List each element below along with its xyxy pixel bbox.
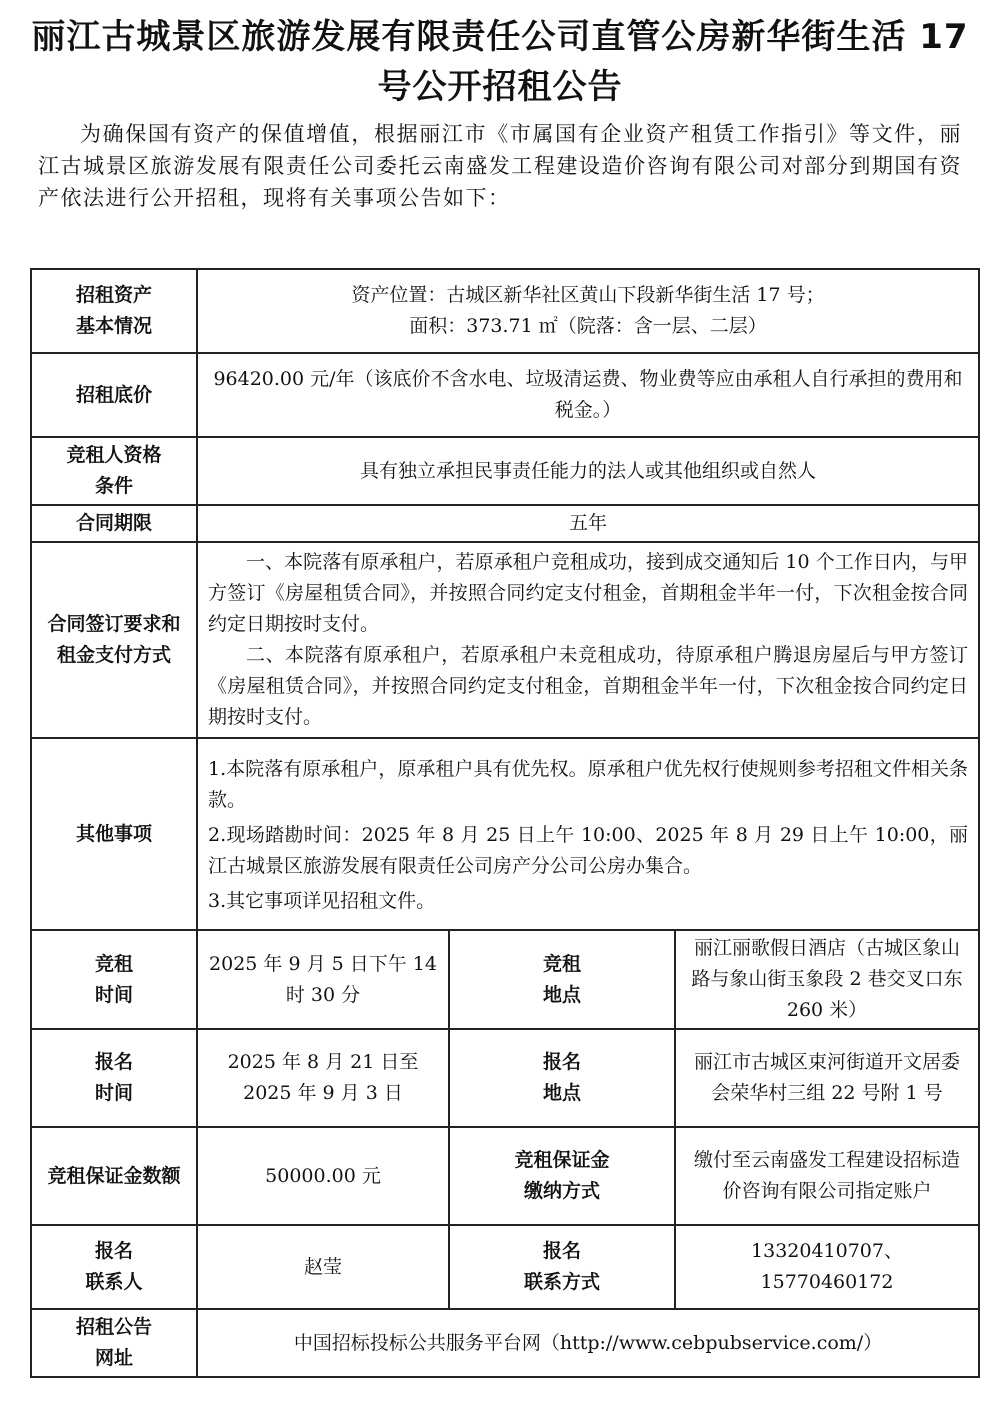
deposit-amount-label: 竞租保证金数额 bbox=[31, 1127, 197, 1225]
contact-person-value: 赵莹 bbox=[197, 1225, 449, 1309]
term-label: 合同期限 bbox=[31, 505, 197, 542]
asset-area: 面积：373.71 ㎡（院落：含一层、二层） bbox=[409, 315, 767, 337]
asset-location: 资产位置：古城区新华社区黄山下段新华街生活 17 号； bbox=[351, 284, 825, 306]
website-label: 招租公告 网址 bbox=[31, 1309, 197, 1377]
signup-place-value: 丽江市古城区束河街道开文居委会荣华村三组 22 号附 1 号 bbox=[675, 1029, 979, 1127]
table-row-website bbox=[31, 1309, 979, 1377]
table-row-other bbox=[31, 738, 979, 930]
table-row-asset bbox=[31, 269, 979, 353]
table-row-contact bbox=[31, 1225, 979, 1309]
other-value bbox=[197, 738, 979, 930]
contact-phone-value: 13320410707、 15770460172 bbox=[675, 1225, 979, 1309]
bid-time-label: 竞租 时间 bbox=[31, 930, 197, 1029]
deposit-method-value: 缴付至云南盛发工程建设招标造价咨询有限公司指定账户 bbox=[675, 1127, 979, 1225]
signup-time-label: 报名 时间 bbox=[31, 1029, 197, 1127]
asset-value bbox=[197, 269, 979, 353]
table-row-bid bbox=[31, 930, 979, 1029]
other-item-3: 3.其它事项详见招租文件。 bbox=[208, 889, 436, 912]
table-row-deposit bbox=[31, 1127, 979, 1225]
base-price-label: 招租底价 bbox=[31, 353, 197, 437]
other-item-2: 2.现场踏勘时间：2025 年 8 月 25 日上午 10:00、2025 年 8 月 29 日上午 10:00，丽江古城景区旅游发展有限责任公司房产分公司公房办集合。 bbox=[208, 823, 969, 877]
tender-info-table bbox=[30, 268, 980, 1378]
qualification-label: 竞租人资格 条件 bbox=[31, 437, 197, 505]
signup-time-value: 2025 年 8 月 21 日至 2025 年 9 月 3 日 bbox=[197, 1029, 449, 1127]
asset-label: 招租资产 基本情况 bbox=[31, 269, 197, 353]
payment-value bbox=[197, 542, 979, 738]
table-row-base-price bbox=[31, 353, 979, 437]
table-row-payment bbox=[31, 542, 979, 738]
website-value: 中国招标投标公共服务平台网（http://www.cebpubservice.com/） bbox=[197, 1309, 979, 1377]
payment-clause-1: 一、本院落有原承租户，若原承租户竞租成功，接到成交通知后 10 个工作日内，与甲方签订《房屋租赁合同》，并按照合同约定支付租金，首期租金半年一付，下次租金按合同约定日期按时支付。 bbox=[208, 551, 969, 635]
contact-phone-label: 报名 联系方式 bbox=[449, 1225, 675, 1309]
payment-label: 合同签订要求和 租金支付方式 bbox=[31, 542, 197, 738]
deposit-method-label: 竞租保证金 缴纳方式 bbox=[449, 1127, 675, 1225]
base-price-value: 96420.00 元/年（该底价不含水电、垃圾清运费、物业费等应由承租人自行承担的费用和税金。） bbox=[197, 353, 979, 437]
intro-paragraph: 为确保国有资产的保值增值，根据丽江市《市属国有企业资产租赁工作指引》等文件，丽江古城景区旅游发展有限责任公司委托云南盛发工程建设造价咨询有限公司对部分到期国有资产依法进行公开招租，现将有关事项公告如下： bbox=[38, 122, 962, 210]
other-item-1: 1.本院落有原承租户，原承租户具有优先权。原承租户优先权行使规则参考招租文件相关条款。 bbox=[208, 757, 969, 811]
table-row-qualification bbox=[31, 437, 979, 505]
qualification-value: 具有独立承担民事责任能力的法人或其他组织或自然人 bbox=[197, 437, 979, 505]
announcement-title: 丽江古城景区旅游发展有限责任公司直管公房新华街生活 17 号公开招租公告 bbox=[31, 17, 969, 107]
bid-place-label: 竞租 地点 bbox=[449, 930, 675, 1029]
term-value: 五年 bbox=[197, 505, 979, 542]
deposit-amount-value: 50000.00 元 bbox=[197, 1127, 449, 1225]
payment-clause-2: 二、本院落有原承租户，若原承租户未竞租成功，待原承租户腾退房屋后与甲方签订《房屋租赁合同》，并按照合同约定支付租金，首期租金半年一付，下次租金按合同约定日期按时支付。 bbox=[208, 644, 969, 728]
contact-person-label: 报名 联系人 bbox=[31, 1225, 197, 1309]
bid-place-value: 丽江丽歌假日酒店（古城区象山路与象山街玉象段 2 巷交叉口东 260 米） bbox=[675, 930, 979, 1029]
other-label: 其他事项 bbox=[31, 738, 197, 930]
table-row-term bbox=[31, 505, 979, 542]
table-row-signup bbox=[31, 1029, 979, 1127]
bid-time-value: 2025 年 9 月 5 日下午 14 时 30 分 bbox=[197, 930, 449, 1029]
signup-place-label: 报名 地点 bbox=[449, 1029, 675, 1127]
